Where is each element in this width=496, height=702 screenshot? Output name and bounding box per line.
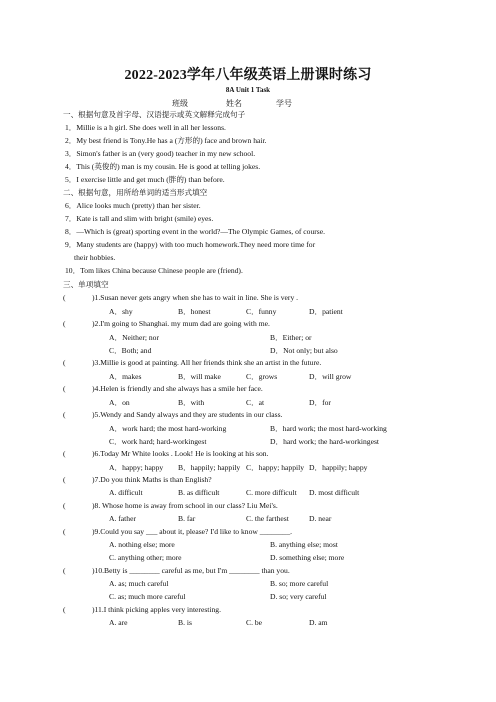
question-1-option-D[interactable]: D．patient (309, 307, 343, 316)
answer-paren[interactable]: ( (63, 358, 66, 367)
section1-item-3: 3．Simon's father is an (very good) teacher in my new school. (65, 149, 256, 158)
question-stem-4: )4.Helen is friendly and she always has a smile her face. (92, 384, 263, 393)
question-11-option-A[interactable]: A. are (109, 618, 128, 627)
question-3-option-D[interactable]: D．will grow (309, 372, 352, 381)
answer-paren[interactable]: ( (63, 605, 66, 614)
question-10-option-D[interactable]: D. so; very careful (270, 592, 327, 601)
question-stem-6: )6.Today Mr White looks . Look! He is looking at his son. (92, 449, 269, 458)
question-stem-8: )8. Whose home is away from school in our class? Liu Mei's. (92, 501, 278, 510)
answer-paren[interactable]: ( (63, 501, 66, 510)
question-8-option-D[interactable]: D. near (309, 514, 332, 523)
question-5-option-D[interactable]: D．hard work; the hard-workingest (270, 437, 380, 446)
question-5-option-C[interactable]: C．work hard; hard-workingest (109, 437, 207, 446)
question-11-option-C[interactable]: C. be (246, 618, 263, 627)
answer-paren[interactable]: ( (63, 319, 66, 328)
question-stem-1: )1.Susan never gets angry when she has to wait in line. She is very . (92, 293, 299, 302)
question-1-option-B[interactable]: B．honest (178, 307, 211, 316)
question-7-option-D[interactable]: D. most difficult (309, 488, 360, 497)
question-1-option-C[interactable]: C．funny (246, 307, 277, 316)
question-10-option-B[interactable]: B. so; more careful (270, 579, 329, 588)
question-6-option-D[interactable]: D．happily; happy (309, 463, 368, 472)
section2-item-9-cont: their hobbies. (74, 253, 116, 262)
section2-item-8: 8．—Which is (great) sporting event in the world?—The Olympic Games, of course. (65, 227, 326, 236)
question-7-option-C[interactable]: C. more difficult (246, 488, 297, 497)
question-3-option-A[interactable]: A．makes (109, 372, 142, 381)
question-9-option-A[interactable]: A. nothing else; more (109, 540, 175, 549)
question-2-option-C[interactable]: C．Both; and (109, 346, 152, 355)
question-6-option-C[interactable]: C．happy; happily (246, 463, 305, 472)
question-9-option-B[interactable]: B. anything else; most (270, 540, 338, 549)
question-stem-3: )3.Millie is good at painting. All her friends think she an artist in the future. (92, 358, 322, 367)
section1-item-2: 2．My best friend is Tony.He has a (方形的) face and brown hair. (65, 136, 267, 145)
page-title: 2022-2023学年八年级英语上册课时练习 (124, 68, 372, 83)
section3-heading: 三、单项填空 (63, 280, 109, 289)
class-field-label: 班级 (172, 99, 188, 108)
name-field-label: 姓名 (226, 99, 242, 108)
question-stem-10: )10.Betty is ________ careful as me, but I'm ________ than you. (92, 566, 290, 575)
answer-paren[interactable]: ( (63, 449, 66, 458)
question-7-option-A[interactable]: A. difficult (109, 488, 143, 497)
student-number-field-label: 学号 (276, 99, 292, 108)
section1-heading: 一、根据句意及首字母、汉语提示或英文解释完成句子 (63, 110, 246, 119)
answer-paren[interactable]: ( (63, 566, 66, 575)
question-10-option-A[interactable]: A. as; much careful (109, 579, 169, 588)
question-8-option-B[interactable]: B. far (178, 514, 196, 523)
question-6-option-B[interactable]: B．happily; happily (178, 463, 241, 472)
section2-item-10: 10．Tom likes China because Chinese people are (friend). (65, 266, 243, 275)
question-8-option-C[interactable]: C. the farthest (246, 514, 289, 523)
question-stem-11: )11.I think picking apples very interesting. (92, 605, 221, 614)
question-8-option-A[interactable]: A. father (109, 514, 136, 523)
section1-item-1: 1．Millie is a h girl. She does well in all her lessons. (65, 123, 226, 132)
section2-item-7: 7．Kate is tall and slim with bright (smile) eyes. (65, 214, 214, 223)
answer-paren[interactable]: ( (63, 475, 66, 484)
question-5-option-A[interactable]: A．work hard; the most hard-working (109, 424, 227, 433)
question-10-option-C[interactable]: C. as; much more careful (109, 592, 186, 601)
question-3-option-C[interactable]: C．grows (246, 372, 278, 381)
question-1-option-A[interactable]: A．shy (109, 307, 133, 316)
question-4-option-A[interactable]: A．on (109, 398, 130, 407)
question-7-option-B[interactable]: B. as difficult (178, 488, 220, 497)
section1-item-4: 4．This (英俊的) man is my cousin. He is good at telling jokes. (65, 162, 261, 171)
answer-paren[interactable]: ( (63, 384, 66, 393)
answer-paren[interactable]: ( (63, 527, 66, 536)
section2-item-6: 6．Alice looks much (pretty) than her sister. (65, 201, 201, 210)
question-4-option-C[interactable]: C．at (246, 398, 265, 407)
answer-paren[interactable]: ( (63, 410, 66, 419)
question-stem-2: )2.I'm going to Shanghai. my mum dad are going with me. (92, 319, 270, 328)
question-2-option-D[interactable]: D．Not only; but also (270, 346, 338, 355)
page-subtitle: 8A Unit 1 Task (225, 86, 271, 94)
question-4-option-D[interactable]: D．for (309, 398, 331, 407)
question-11-option-B[interactable]: B. is (178, 618, 192, 627)
question-3-option-B[interactable]: B．will make (178, 372, 221, 381)
question-2-option-A[interactable]: A．Neither; nor (109, 333, 159, 342)
question-9-option-C[interactable]: C. anything other; more (109, 553, 182, 562)
question-5-option-B[interactable]: B．hard work; the most hard-working (270, 424, 387, 433)
question-9-option-D[interactable]: D. something else; more (270, 553, 345, 562)
section2-item-9: 9．Many students are (happy) with too much homework.They need more time for (65, 240, 316, 249)
question-4-option-B[interactable]: B．with (178, 398, 205, 407)
question-stem-7: )7.Do you think Maths is than English? (92, 475, 212, 484)
question-6-option-A[interactable]: A．happy; happy (109, 463, 164, 472)
question-stem-5: )5.Wendy and Sandy always and they are students in our class. (92, 410, 283, 419)
section2-heading: 二、根据句意，用所给单词的适当形式填空 (63, 188, 208, 197)
question-stem-9: )9.Could you say ___ about it, please? I'd like to know ________. (92, 527, 293, 536)
answer-paren[interactable]: ( (63, 293, 66, 302)
question-11-option-D[interactable]: D. am (309, 618, 328, 627)
section1-item-5: 5．I exercise little and get much (胖的) than before. (65, 175, 225, 184)
question-2-option-B[interactable]: B．Either; or (270, 333, 312, 342)
